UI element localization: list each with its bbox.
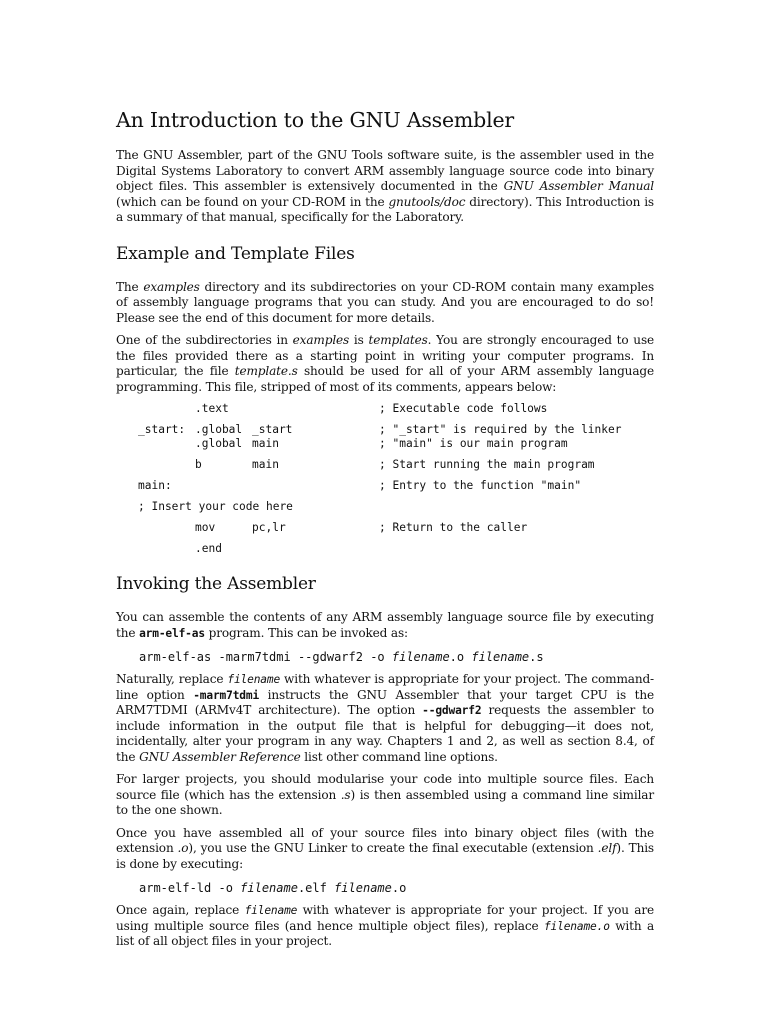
invoke-paragraph: You can assemble the contents of any ARM assembly language source file by executing the arm-elf-as program. This can be invoked as: (116, 610, 654, 640)
doc-path: gnutools/doc (388, 194, 466, 209)
code-line: main: ; Entry to the function "main" (138, 479, 582, 492)
link-command: arm-elf-ld -o filename.elf filename.o (139, 881, 407, 895)
code-line: b main ; Start running the main program (195, 458, 595, 471)
program-name: arm-elf-as (139, 626, 205, 640)
intro-paragraph: The GNU Assembler, part of the GNU Tools software suite, is the assembler used in the Digital Systems Laboratory to convert ARM assembly language source code into binary object files. This assembler is extensively documented in the GNU Assembler Manual (which can be found on your CD-ROM in the gnutools/doc directory). This Introduction is a summary of that manual, specifically for the Laboratory. (116, 148, 654, 224)
code-line: .end (195, 542, 222, 555)
options-paragraph: Naturally, replace filename with whatever is appropriate for your project. The command-line option -marm7tdmi instructs the GNU Assembler that your target CPU is the ARM7TDMI (ARMv4T architecture). The option --gdwarf2 requests the assembler to include information in the output file that is helpful for debugging—it does not, incidentally, alter your program in any way. Chapters 1 and 2, as well as section 8.4, of the GNU Assembler Reference list other command line options. (116, 672, 654, 764)
option-marm7tdmi: -marm7tdmi (193, 688, 260, 702)
section-heading-examples: Example and Template Files (116, 243, 355, 264)
code-line: ; Insert your code here (138, 500, 293, 513)
object-files-paragraph: Once again, replace filename with whatever is appropriate for your project. If you are using multiple source files (and hence multiple object files), replace filename.o with a list of all object files in your project. (116, 903, 655, 948)
code-line: mov pc,lr ; Return to the caller (195, 521, 528, 534)
examples-paragraph: The examples directory and its subdirectories on your CD-ROM contain many examples of assembly language programs that you can study. And you are encouraged to do so! Please see the end of this document for more details. (116, 279, 654, 325)
modularise-paragraph: For larger projects, you should modularise your code into multiple source files. Each source file (which has the extension .s) is then assembled using a command line similar to the one shown. (116, 772, 654, 817)
templates-paragraph: One of the subdirectories in examples is templates. You are strongly encouraged to use the files provided there as a starting point in writing your computer programs. In particular, the file template.s should be used for all of your ARM assembly language programming. This file, stripped of most of its comments, appears below: (116, 333, 655, 394)
section-heading-invoking: Invoking the Assembler (116, 574, 316, 594)
template-code-listing (116, 402, 654, 556)
document-body (116, 106, 654, 957)
assemble-command: arm-elf-as -marm7tdmi --gdwarf2 -o filename.o filename.s (139, 650, 544, 664)
page-title: An Introduction to the GNU Assembler (116, 108, 514, 132)
linker-paragraph: Once you have assembled all of your source files into binary object files (with the extension .o), you use the GNU Linker to create the final executable (extension .elf). This is done by executing: (116, 825, 654, 871)
code-line: .text ; Executable code follows (195, 402, 548, 415)
manual-title: GNU Assembler Manual (503, 179, 654, 193)
code-line: .global main ; "main" is our main program (195, 437, 568, 450)
code-line: _start: .global _start ; "_start" is required by the linker (138, 423, 622, 436)
option-gdwarf2: --gdwarf2 (422, 704, 482, 717)
